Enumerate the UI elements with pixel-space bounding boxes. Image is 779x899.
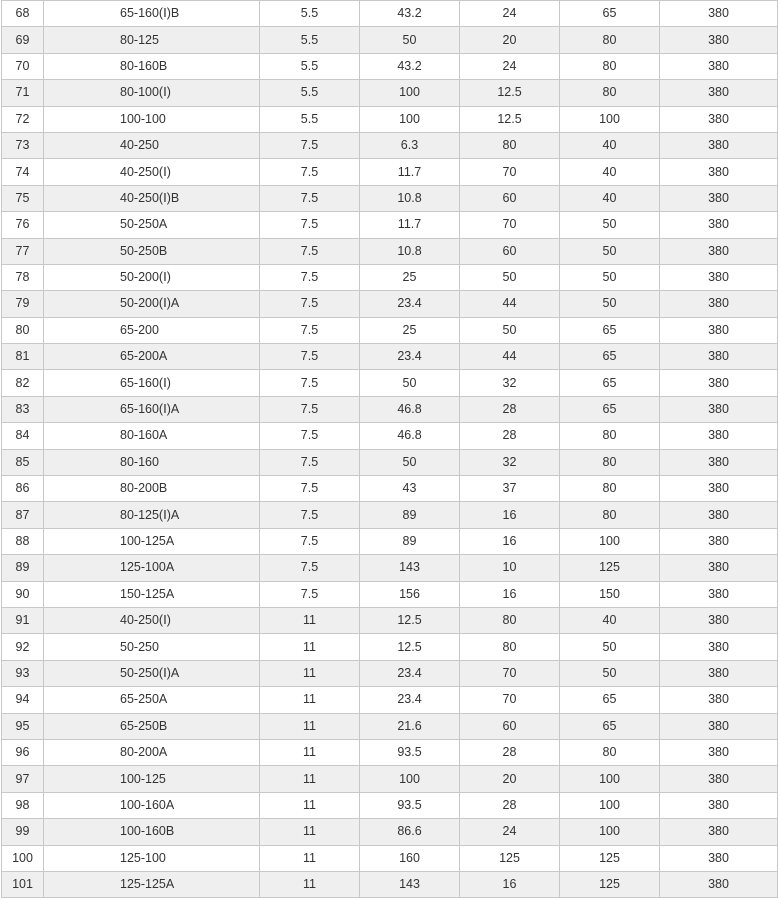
table-row	[2, 1, 778, 27]
model-cell: 100-125A	[44, 528, 260, 554]
power-kw-cell: 7.5	[260, 581, 360, 607]
model-cell: 65-250B	[44, 713, 260, 739]
head-cell: 44	[460, 291, 560, 317]
diameter-cell: 65	[560, 687, 660, 713]
model-cell: 80-200B	[44, 476, 260, 502]
model-cell: 50-250B	[44, 238, 260, 264]
power-kw-cell: 5.5	[260, 106, 360, 132]
head-cell: 20	[460, 766, 560, 792]
row-number-cell: 86	[2, 476, 44, 502]
table-row	[2, 845, 778, 871]
voltage-cell: 380	[660, 106, 778, 132]
row-number-cell: 79	[2, 291, 44, 317]
table-row	[2, 476, 778, 502]
head-cell: 80	[460, 607, 560, 633]
table-row	[2, 766, 778, 792]
power-kw-cell: 7.5	[260, 449, 360, 475]
diameter-cell: 40	[560, 159, 660, 185]
diameter-cell: 80	[560, 476, 660, 502]
voltage-cell: 380	[660, 845, 778, 871]
power-kw-cell: 7.5	[260, 528, 360, 554]
model-cell: 50-200(Ⅰ)A	[44, 291, 260, 317]
table-row	[2, 792, 778, 818]
diameter-cell: 50	[560, 634, 660, 660]
diameter-cell: 150	[560, 581, 660, 607]
row-number-cell: 92	[2, 634, 44, 660]
flow-rate-cell: 23.4	[360, 291, 460, 317]
table-row	[2, 80, 778, 106]
flow-rate-cell: 46.8	[360, 396, 460, 422]
power-kw-cell: 7.5	[260, 238, 360, 264]
head-cell: 32	[460, 370, 560, 396]
diameter-cell: 50	[560, 238, 660, 264]
diameter-cell: 65	[560, 317, 660, 343]
head-cell: 16	[460, 581, 560, 607]
table-row	[2, 291, 778, 317]
flow-rate-cell: 143	[360, 555, 460, 581]
voltage-cell: 380	[660, 344, 778, 370]
row-number-cell: 68	[2, 1, 44, 27]
row-number-cell: 72	[2, 106, 44, 132]
flow-rate-cell: 86.6	[360, 819, 460, 845]
diameter-cell: 65	[560, 713, 660, 739]
flow-rate-cell: 160	[360, 845, 460, 871]
voltage-cell: 380	[660, 581, 778, 607]
voltage-cell: 380	[660, 317, 778, 343]
table-body	[2, 1, 778, 898]
power-kw-cell: 11	[260, 660, 360, 686]
row-number-cell: 81	[2, 344, 44, 370]
row-number-cell: 75	[2, 185, 44, 211]
model-cell: 80-160A	[44, 423, 260, 449]
model-cell: 80-200A	[44, 739, 260, 765]
model-cell: 40-250(Ⅰ)	[44, 159, 260, 185]
model-cell: 100-160B	[44, 819, 260, 845]
row-number-cell: 83	[2, 396, 44, 422]
flow-rate-cell: 43.2	[360, 53, 460, 79]
diameter-cell: 80	[560, 27, 660, 53]
power-kw-cell: 11	[260, 713, 360, 739]
model-cell: 40-250	[44, 132, 260, 158]
table-row	[2, 370, 778, 396]
head-cell: 10	[460, 555, 560, 581]
power-kw-cell: 11	[260, 739, 360, 765]
table-row	[2, 238, 778, 264]
row-number-cell: 88	[2, 528, 44, 554]
power-kw-cell: 11	[260, 871, 360, 897]
table-row	[2, 687, 778, 713]
voltage-cell: 380	[660, 819, 778, 845]
diameter-cell: 125	[560, 845, 660, 871]
head-cell: 24	[460, 819, 560, 845]
flow-rate-cell: 100	[360, 766, 460, 792]
voltage-cell: 380	[660, 449, 778, 475]
model-cell: 65-200A	[44, 344, 260, 370]
head-cell: 28	[460, 739, 560, 765]
diameter-cell: 80	[560, 502, 660, 528]
voltage-cell: 380	[660, 476, 778, 502]
power-kw-cell: 7.5	[260, 317, 360, 343]
row-number-cell: 78	[2, 264, 44, 290]
diameter-cell: 100	[560, 106, 660, 132]
diameter-cell: 40	[560, 132, 660, 158]
flow-rate-cell: 50	[360, 27, 460, 53]
model-cell: 50-200(Ⅰ)	[44, 264, 260, 290]
model-cell: 80-100(Ⅰ)	[44, 80, 260, 106]
head-cell: 50	[460, 317, 560, 343]
head-cell: 12.5	[460, 80, 560, 106]
power-kw-cell: 7.5	[260, 291, 360, 317]
table-row	[2, 581, 778, 607]
table-row	[2, 555, 778, 581]
voltage-cell: 380	[660, 370, 778, 396]
power-kw-cell: 7.5	[260, 555, 360, 581]
row-number-cell: 87	[2, 502, 44, 528]
flow-rate-cell: 6.3	[360, 132, 460, 158]
row-number-cell: 90	[2, 581, 44, 607]
power-kw-cell: 11	[260, 792, 360, 818]
row-number-cell: 93	[2, 660, 44, 686]
power-kw-cell: 7.5	[260, 212, 360, 238]
model-cell: 125-125A	[44, 871, 260, 897]
flow-rate-cell: 12.5	[360, 634, 460, 660]
voltage-cell: 380	[660, 185, 778, 211]
row-number-cell: 82	[2, 370, 44, 396]
row-number-cell: 70	[2, 53, 44, 79]
power-kw-cell: 7.5	[260, 132, 360, 158]
diameter-cell: 50	[560, 212, 660, 238]
flow-rate-cell: 12.5	[360, 607, 460, 633]
diameter-cell: 80	[560, 53, 660, 79]
flow-rate-cell: 143	[360, 871, 460, 897]
flow-rate-cell: 43.2	[360, 1, 460, 27]
head-cell: 20	[460, 27, 560, 53]
head-cell: 80	[460, 634, 560, 660]
table-row	[2, 449, 778, 475]
flow-rate-cell: 10.8	[360, 238, 460, 264]
diameter-cell: 40	[560, 185, 660, 211]
table-row	[2, 607, 778, 633]
table-row	[2, 871, 778, 897]
model-cell: 65-160(Ⅰ)	[44, 370, 260, 396]
flow-rate-cell: 93.5	[360, 792, 460, 818]
power-kw-cell: 7.5	[260, 396, 360, 422]
diameter-cell: 125	[560, 871, 660, 897]
table-row	[2, 159, 778, 185]
model-cell: 100-160A	[44, 792, 260, 818]
head-cell: 80	[460, 132, 560, 158]
diameter-cell: 80	[560, 80, 660, 106]
diameter-cell: 100	[560, 792, 660, 818]
voltage-cell: 380	[660, 502, 778, 528]
diameter-cell: 100	[560, 819, 660, 845]
power-kw-cell: 7.5	[260, 159, 360, 185]
voltage-cell: 380	[660, 739, 778, 765]
voltage-cell: 380	[660, 291, 778, 317]
head-cell: 28	[460, 423, 560, 449]
voltage-cell: 380	[660, 53, 778, 79]
diameter-cell: 125	[560, 555, 660, 581]
model-cell: 65-200	[44, 317, 260, 343]
voltage-cell: 380	[660, 660, 778, 686]
flow-rate-cell: 50	[360, 449, 460, 475]
row-number-cell: 94	[2, 687, 44, 713]
power-kw-cell: 7.5	[260, 502, 360, 528]
flow-rate-cell: 25	[360, 264, 460, 290]
flow-rate-cell: 11.7	[360, 159, 460, 185]
power-kw-cell: 11	[260, 819, 360, 845]
table-row	[2, 106, 778, 132]
voltage-cell: 380	[660, 27, 778, 53]
row-number-cell: 89	[2, 555, 44, 581]
power-kw-cell: 7.5	[260, 423, 360, 449]
diameter-cell: 100	[560, 766, 660, 792]
head-cell: 24	[460, 53, 560, 79]
table-row	[2, 185, 778, 211]
voltage-cell: 380	[660, 238, 778, 264]
flow-rate-cell: 89	[360, 528, 460, 554]
head-cell: 70	[460, 212, 560, 238]
row-number-cell: 100	[2, 845, 44, 871]
voltage-cell: 380	[660, 766, 778, 792]
row-number-cell: 73	[2, 132, 44, 158]
diameter-cell: 40	[560, 607, 660, 633]
voltage-cell: 380	[660, 1, 778, 27]
table-row	[2, 344, 778, 370]
head-cell: 60	[460, 238, 560, 264]
power-kw-cell: 7.5	[260, 476, 360, 502]
voltage-cell: 380	[660, 80, 778, 106]
model-cell: 125-100	[44, 845, 260, 871]
head-cell: 60	[460, 713, 560, 739]
diameter-cell: 80	[560, 739, 660, 765]
table-row	[2, 634, 778, 660]
voltage-cell: 380	[660, 687, 778, 713]
diameter-cell: 100	[560, 528, 660, 554]
model-cell: 65-160(Ⅰ)B	[44, 1, 260, 27]
model-cell: 65-250A	[44, 687, 260, 713]
model-cell: 40-250(Ⅰ)	[44, 607, 260, 633]
voltage-cell: 380	[660, 132, 778, 158]
row-number-cell: 74	[2, 159, 44, 185]
table-row	[2, 212, 778, 238]
diameter-cell: 65	[560, 1, 660, 27]
head-cell: 70	[460, 660, 560, 686]
voltage-cell: 380	[660, 212, 778, 238]
flow-rate-cell: 100	[360, 106, 460, 132]
model-cell: 80-160B	[44, 53, 260, 79]
flow-rate-cell: 25	[360, 317, 460, 343]
table-row	[2, 27, 778, 53]
power-kw-cell: 7.5	[260, 370, 360, 396]
voltage-cell: 380	[660, 159, 778, 185]
model-cell: 65-160(Ⅰ)A	[44, 396, 260, 422]
power-kw-cell: 5.5	[260, 1, 360, 27]
table-row	[2, 132, 778, 158]
flow-rate-cell: 89	[360, 502, 460, 528]
diameter-cell: 80	[560, 449, 660, 475]
head-cell: 70	[460, 687, 560, 713]
flow-rate-cell: 46.8	[360, 423, 460, 449]
head-cell: 28	[460, 792, 560, 818]
row-number-cell: 77	[2, 238, 44, 264]
head-cell: 12.5	[460, 106, 560, 132]
power-kw-cell: 5.5	[260, 27, 360, 53]
voltage-cell: 380	[660, 871, 778, 897]
voltage-cell: 380	[660, 713, 778, 739]
model-cell: 150-125A	[44, 581, 260, 607]
table-row	[2, 502, 778, 528]
row-number-cell: 76	[2, 212, 44, 238]
power-kw-cell: 5.5	[260, 53, 360, 79]
model-cell: 100-125	[44, 766, 260, 792]
row-number-cell: 85	[2, 449, 44, 475]
voltage-cell: 380	[660, 528, 778, 554]
flow-rate-cell: 50	[360, 370, 460, 396]
diameter-cell: 65	[560, 370, 660, 396]
power-kw-cell: 7.5	[260, 344, 360, 370]
head-cell: 70	[460, 159, 560, 185]
row-number-cell: 80	[2, 317, 44, 343]
flow-rate-cell: 11.7	[360, 212, 460, 238]
model-cell: 100-100	[44, 106, 260, 132]
voltage-cell: 380	[660, 634, 778, 660]
table-row	[2, 53, 778, 79]
head-cell: 24	[460, 1, 560, 27]
table-row	[2, 396, 778, 422]
diameter-cell: 65	[560, 344, 660, 370]
flow-rate-cell: 10.8	[360, 185, 460, 211]
table-row	[2, 423, 778, 449]
head-cell: 60	[460, 185, 560, 211]
flow-rate-cell: 156	[360, 581, 460, 607]
voltage-cell: 380	[660, 396, 778, 422]
table-row	[2, 264, 778, 290]
table-row	[2, 317, 778, 343]
power-kw-cell: 11	[260, 687, 360, 713]
head-cell: 44	[460, 344, 560, 370]
row-number-cell: 91	[2, 607, 44, 633]
head-cell: 16	[460, 871, 560, 897]
head-cell: 50	[460, 264, 560, 290]
diameter-cell: 50	[560, 291, 660, 317]
diameter-cell: 50	[560, 660, 660, 686]
power-kw-cell: 11	[260, 607, 360, 633]
head-cell: 28	[460, 396, 560, 422]
table-row	[2, 819, 778, 845]
flow-rate-cell: 23.4	[360, 344, 460, 370]
table-row	[2, 528, 778, 554]
diameter-cell: 65	[560, 396, 660, 422]
power-kw-cell: 11	[260, 766, 360, 792]
head-cell: 16	[460, 502, 560, 528]
table-row	[2, 660, 778, 686]
head-cell: 125	[460, 845, 560, 871]
voltage-cell: 380	[660, 792, 778, 818]
flow-rate-cell: 23.4	[360, 660, 460, 686]
flow-rate-cell: 100	[360, 80, 460, 106]
power-kw-cell: 7.5	[260, 185, 360, 211]
row-number-cell: 101	[2, 871, 44, 897]
model-cell: 50-250	[44, 634, 260, 660]
table-row	[2, 713, 778, 739]
head-cell: 37	[460, 476, 560, 502]
model-cell: 80-125(Ⅰ)A	[44, 502, 260, 528]
model-cell: 50-250A	[44, 212, 260, 238]
flow-rate-cell: 93.5	[360, 739, 460, 765]
model-cell: 50-250(Ⅰ)A	[44, 660, 260, 686]
voltage-cell: 380	[660, 423, 778, 449]
row-number-cell: 84	[2, 423, 44, 449]
row-number-cell: 69	[2, 27, 44, 53]
row-number-cell: 71	[2, 80, 44, 106]
voltage-cell: 380	[660, 264, 778, 290]
power-kw-cell: 11	[260, 845, 360, 871]
row-number-cell: 97	[2, 766, 44, 792]
row-number-cell: 99	[2, 819, 44, 845]
diameter-cell: 50	[560, 264, 660, 290]
model-cell: 80-160	[44, 449, 260, 475]
flow-rate-cell: 43	[360, 476, 460, 502]
head-cell: 32	[460, 449, 560, 475]
row-number-cell: 95	[2, 713, 44, 739]
diameter-cell: 80	[560, 423, 660, 449]
flow-rate-cell: 23.4	[360, 687, 460, 713]
power-kw-cell: 5.5	[260, 80, 360, 106]
model-cell: 80-125	[44, 27, 260, 53]
pump-spec-table	[1, 0, 778, 898]
row-number-cell: 98	[2, 792, 44, 818]
power-kw-cell: 7.5	[260, 264, 360, 290]
model-cell: 40-250(Ⅰ)B	[44, 185, 260, 211]
voltage-cell: 380	[660, 555, 778, 581]
voltage-cell: 380	[660, 607, 778, 633]
flow-rate-cell: 21.6	[360, 713, 460, 739]
table-row	[2, 739, 778, 765]
power-kw-cell: 11	[260, 634, 360, 660]
model-cell: 125-100A	[44, 555, 260, 581]
head-cell: 16	[460, 528, 560, 554]
row-number-cell: 96	[2, 739, 44, 765]
